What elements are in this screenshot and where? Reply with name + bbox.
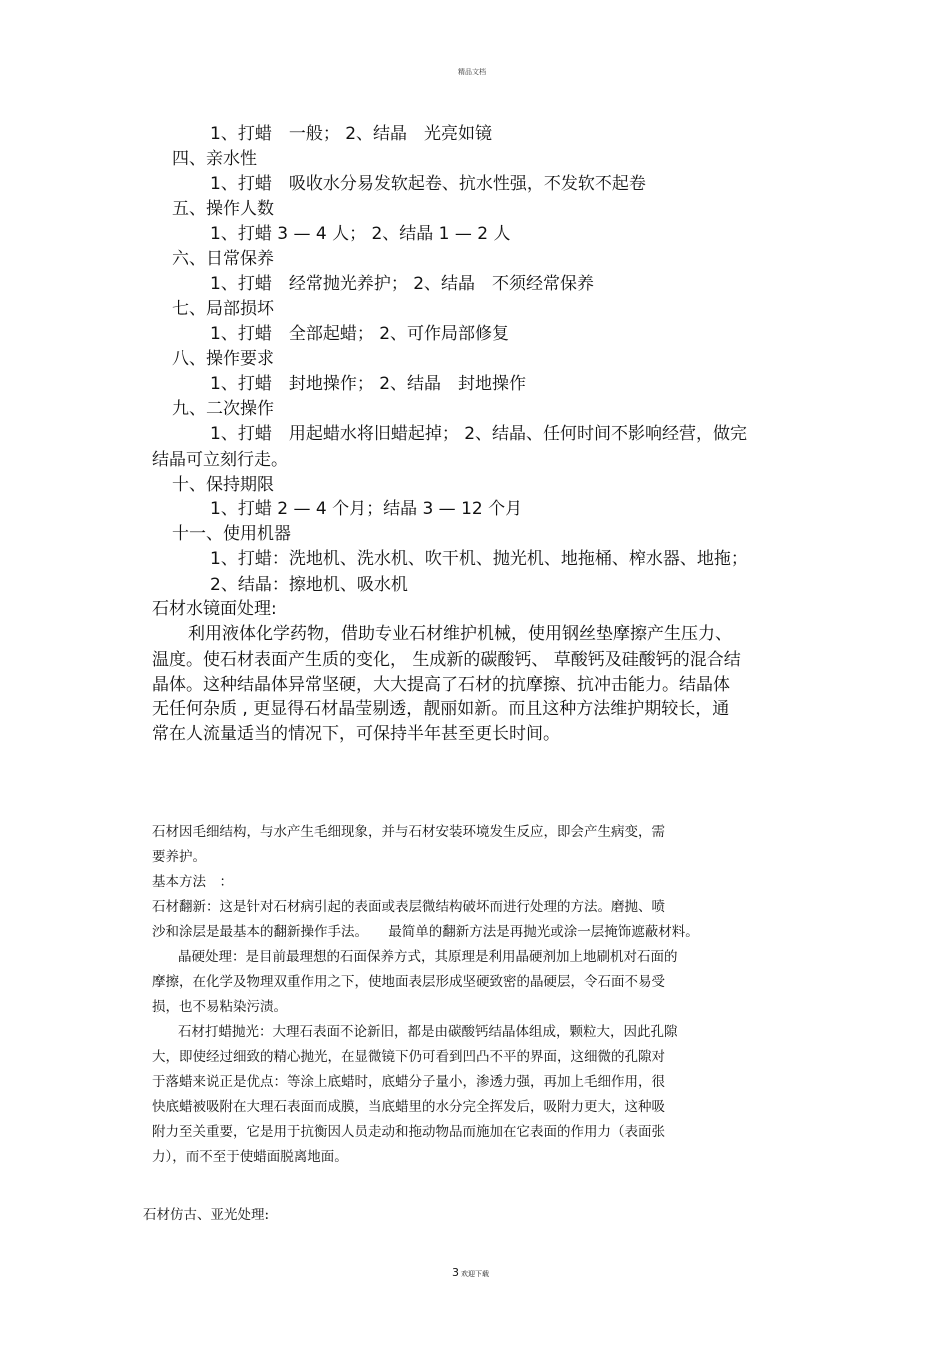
mirror-para-line: 温度。使石材表面产生质的变化， 生成新的碳酸钙、 草酸钙及硅酸钙的混合结: [152, 650, 741, 670]
operators-line: 1、打蜡 3 — 4 人； 2、结晶 1 — 2 人: [210, 224, 511, 244]
mirror-para-line: 无任何杂质 , 更显得石材晶莹剔透，靓丽如新。而且这种方法维护期较长，通: [152, 699, 730, 719]
crystal-hard-line: 摩擦，在化学及物理双重作用之下，使地面表层形成坚硬致密的晶硬层，令石面不易受: [152, 974, 665, 990]
wax-polish-line: 于落蜡来说正是优点：等涂上底蜡时，底蜡分子量小，渗透力强，再加上毛细作用，很: [152, 1074, 665, 1090]
mirror-para-line: 晶体。这种结晶体异常坚硬，大大提高了石材的抗摩擦、抗冲击能力。结晶体: [152, 675, 730, 695]
daily-care-heading: 六、日常保养: [172, 249, 274, 269]
daily-care-line: 1、打蜡 经常抛光养护； 2、结晶 不须经常保养: [210, 274, 595, 294]
machines-heading: 十一、使用机器: [172, 524, 291, 544]
care-intro-line: 石材因毛细结构，与水产生毛细现象，并与石材安装环境发生反应，即会产生病变，需: [152, 824, 665, 840]
gloss-line: 1、打蜡 一般； 2、结晶 光亮如镜: [210, 124, 493, 144]
page-header: 精品文档: [458, 68, 486, 76]
second-op-cont: 结晶可立刻行走。: [152, 450, 288, 470]
page-number: 3: [452, 1266, 459, 1279]
damage-heading: 七、局部损坏: [172, 299, 274, 319]
damage-line: 1、打蜡 全部起蜡； 2、可作局部修复: [210, 324, 510, 344]
mirror-title: 石材水镜面处理:: [152, 599, 277, 619]
wax-polish-line: 力），而不至于使蜡面脱离地面。: [152, 1149, 348, 1165]
duration-line: 1、打蜡 2 — 4 个月；结晶 3 — 12 个月: [210, 499, 523, 519]
second-op-line: 1、打蜡 用起蜡水将旧蜡起掉； 2、结晶、任何时间不影响经营，做完: [210, 424, 748, 444]
footer-text: 欢迎下载: [461, 1270, 489, 1278]
operators-heading: 五、操作人数: [172, 199, 274, 219]
second-op-heading: 九、二次操作: [172, 399, 274, 419]
wax-polish-line: 石材打蜡抛光：大理石表面不论新旧，都是由碳酸钙结晶体组成，颗粒大，因此孔隙: [178, 1024, 678, 1040]
basic-methods-heading: 基本方法 ：: [152, 874, 233, 890]
duration-heading: 十、保持期限: [172, 475, 274, 495]
machines-wax-line: 1、打蜡：洗地机、洗水机、吹干机、抛光机、地拖桶、榨水器、地拖；: [210, 549, 748, 569]
crystal-hard-line: 晶硬处理：是目前最理想的石面保养方式，其原理是利用晶硬剂加上地刷机对石面的: [178, 949, 678, 965]
wax-polish-line: 大，即使经过细致的精心抛光，在显微镜下仍可看到凹凸不平的界面，这细微的孔隙对: [152, 1049, 665, 1065]
mirror-para-line: 利用液体化学药物，借助专业石材维护机械，使用钢丝垫摩擦产生压力、: [188, 624, 732, 644]
mirror-para-line: 常在人流量适当的情况下，可保持半年甚至更长时间。: [152, 724, 560, 744]
care-intro-line: 要养护。: [152, 849, 206, 865]
wax-polish-line: 附力至关重要，它是用于抗衡因人员走动和拖动物品而施加在它表面的作用力（表面张: [152, 1124, 665, 1140]
hydrophilic-line: 1、打蜡 吸收水分易发软起卷、抗水性强，不发软不起卷: [210, 174, 646, 194]
renovation-line: 石材翻新：这是针对石材病引起的表面或表层微结构破坏而进行处理的方法。磨抛、喷: [152, 899, 665, 915]
requirement-line: 1、打蜡 封地操作； 2、结晶 封地操作: [210, 374, 527, 394]
renovation-line: 沙和涂层是最基本的翻新操作手法。 最简单的翻新方法是再抛光或涂一层掩饰遮蔽材料。: [152, 924, 699, 940]
machines-crystal-line: 2、结晶：擦地机、吸水机: [210, 575, 408, 595]
requirement-heading: 八、操作要求: [172, 349, 274, 369]
wax-polish-line: 快底蜡被吸附在大理石表面而成膜，当底蜡里的水分完全挥发后，吸附力更大，这种吸: [152, 1099, 665, 1115]
antique-title: 石材仿古、亚光处理:: [143, 1207, 270, 1223]
hydrophilic-heading: 四、亲水性: [172, 149, 257, 169]
crystal-hard-line: 损，也不易粘染污渍。: [152, 999, 287, 1015]
page-footer: [452, 1261, 489, 1280]
